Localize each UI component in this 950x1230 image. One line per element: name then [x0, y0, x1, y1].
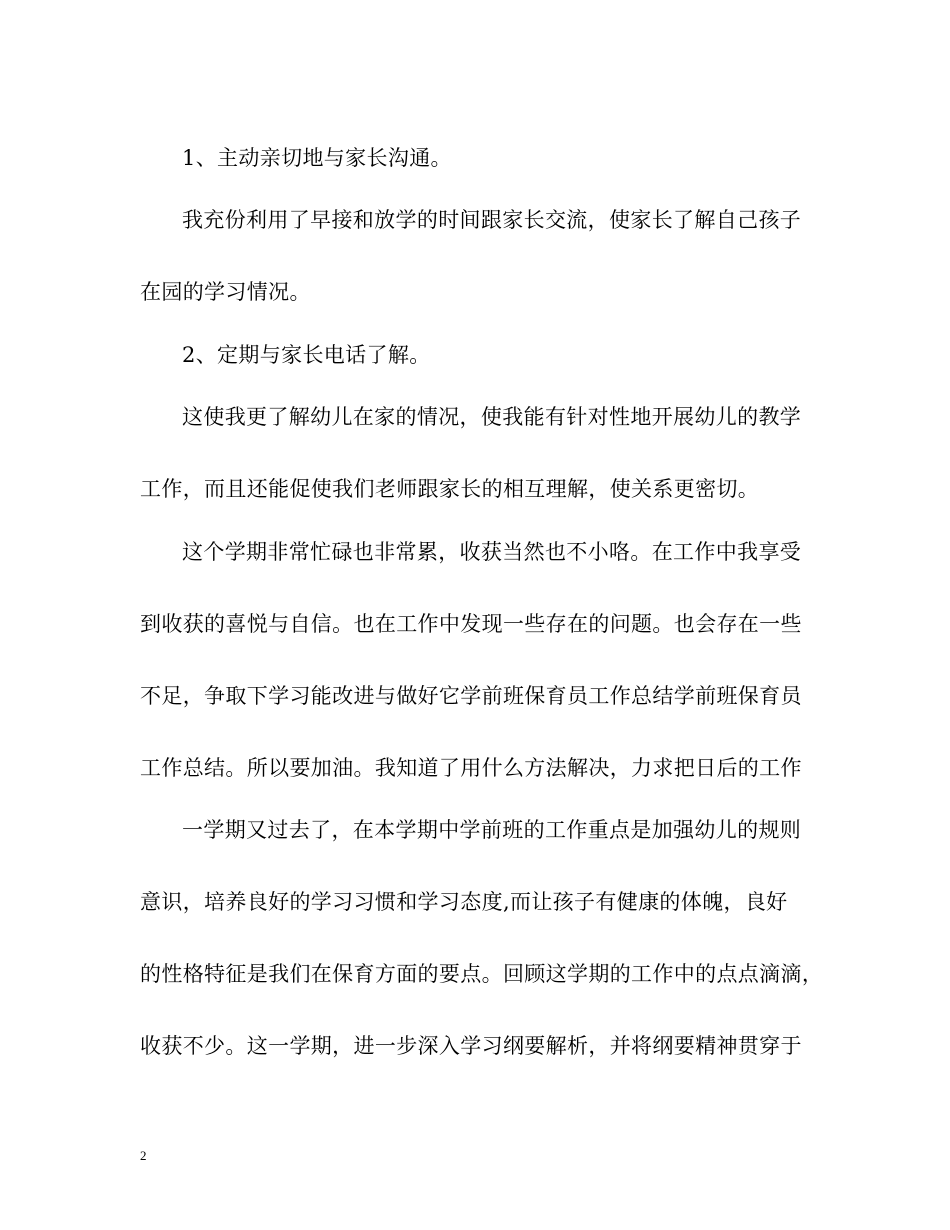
paragraph-line: 收获不少。这一学期，进一步深入学习纲要解析，并将纲要精神贯穿于 [140, 1034, 802, 1058]
paragraph-line: 意识，培养良好的学习习惯和学习态度,而让孩子有健康的体魄，良好 [140, 890, 788, 914]
paragraph-line: 在园的学习情况。 [140, 280, 311, 304]
paragraph-line: 2、定期与家长电话了解。 [182, 343, 431, 367]
paragraph-line: 我充份利用了早接和放学的时间跟家长交流，使家长了解自己孩子 [182, 208, 802, 232]
paragraph-line: 1、主动亲切地与家长沟通。 [182, 146, 452, 170]
paragraph-line: 工作总结。所以要加油。我知道了用什么方法解决，力求把日后的工作 [140, 756, 802, 780]
paragraph-line: 一学期又过去了，在本学期中学前班的工作重点是加强幼儿的规则 [182, 818, 802, 842]
paragraph-line: 到收获的喜悦与自信。也在工作中发现一些存在的问题。也会存在一些 [140, 612, 802, 636]
paragraph-line: 不足，争取下学习能改进与做好它学前班保育员工作总结学前班保育员 [140, 684, 802, 708]
paragraph-line: 工作，而且还能促使我们老师跟家长的相互理解，使关系更密切。 [140, 477, 760, 501]
page-number: 2 [140, 1148, 147, 1163]
paragraph-line: 的性格特征是我们在保育方面的要点。回顾这学期的工作中的点点滴滴， [140, 962, 824, 986]
paragraph-line: 这使我更了解幼儿在家的情况，使我能有针对性地开展幼儿的教学 [182, 405, 802, 429]
paragraph-line: 这个学期非常忙碌也非常累，收获当然也不小咯。在工作中我享受 [182, 540, 802, 564]
